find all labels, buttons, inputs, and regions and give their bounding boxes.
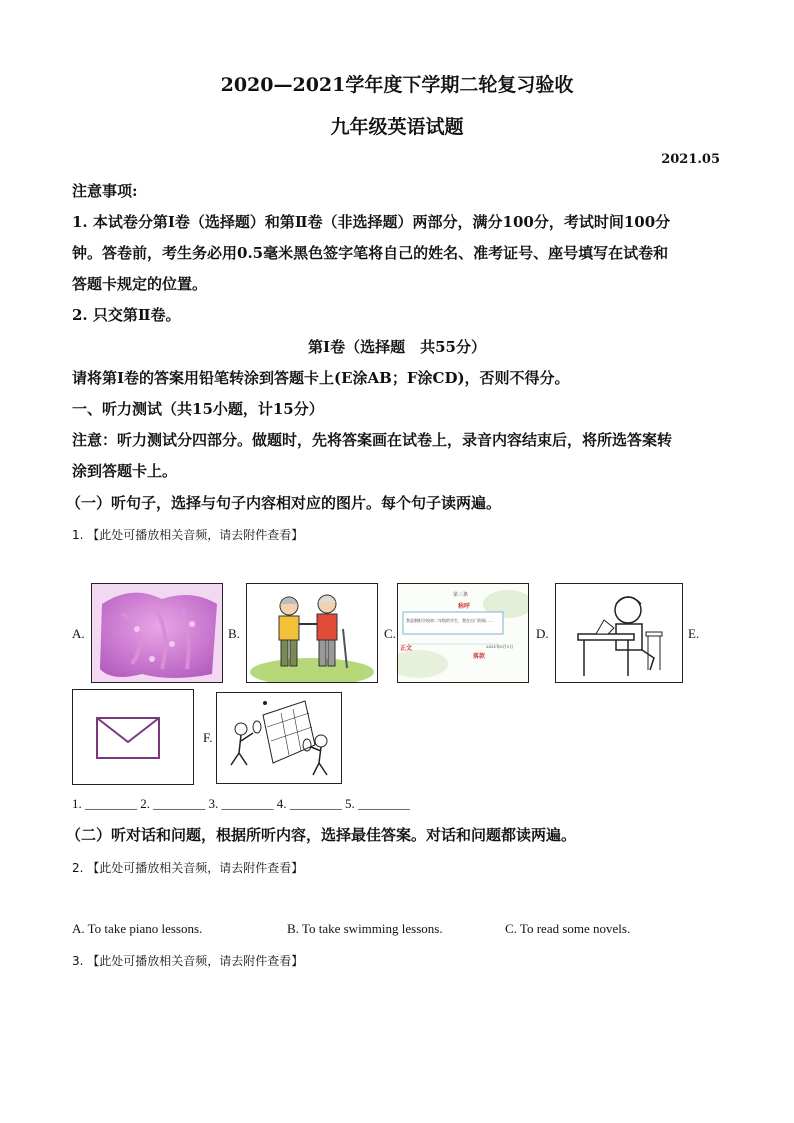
option-e-label: E. [688,626,700,641]
listening-note-a: 注意：听力测试分四部分。做题时，先将答案画在试卷上，录音内容结束后，将所选答案转 [72,431,673,449]
option-f-label: F. [203,730,213,745]
notice-line-1a: 1. 本试卷分第Ⅰ卷（选择题）和第Ⅱ卷（非选择题）两部分，满分100分，考试时间100分 [72,213,671,231]
c-sign: 落款 [473,653,486,660]
part1-heading: 第Ⅰ卷（选择题 共55分） [308,338,486,356]
q2-option-a[interactable]: A. To take piano lessons. [72,921,203,936]
letter-format-image [397,583,529,683]
option-d-label: D. [536,626,549,641]
notice-line-2: 2. 只交第Ⅱ卷。 [72,306,181,324]
answer-blanks[interactable]: 1. ________ 2. ________ 3. ________ 4. ________ 5. ________ [72,796,410,811]
option-b-label: B. [228,626,240,641]
part1-instruction: 请将第Ⅰ卷的答案用铅笔转涂到答题卡上(E涂AB；F涂CD)，否则不得分。 [72,369,570,387]
envelope-image [72,689,194,785]
sub-section-2: （二）听对话和问题，根据所听内容，选择最佳答案。对话和问题都读两遍。 [66,826,577,844]
c-greeting: 称呼 [458,603,471,610]
notice-heading: 注意事项: [72,182,138,200]
badminton-players-image [216,692,342,784]
elderly-couple-image [246,583,378,683]
exam-title: 2020—2021学年度下学期二轮复习验收 [220,74,574,96]
notice-line-1c: 答题卡规定的位置。 [72,275,208,293]
c-date: 2021年5月1日 [486,644,514,649]
q2-option-c[interactable]: C. To read some novels. [505,921,631,936]
exam-subtitle: 九年级英语试题 [330,116,464,138]
question-2-audio[interactable]: 2. 【此处可播放相关音频，请去附件查看】 [72,861,304,875]
q2-option-b[interactable]: B. To take swimming lessons. [287,921,443,936]
option-a-label: A. [72,626,85,641]
c-body: 我是朝阳学校初二年级的学生，我在出门时候…… [406,618,494,623]
question-3-audio[interactable]: 3. 【此处可播放相关音频，请去附件查看】 [72,954,304,968]
sub-section-1: （一）听句子，选择与句子内容相对应的图片。每个句子读两遍。 [66,494,502,512]
notice-line-1b: 钟。答卷前，考生务必用0.5毫米黑色签字笔将自己的姓名、准考证号、座号填写在试卷和 [72,244,669,262]
question-1-audio[interactable]: 1. 【此处可播放相关音频，请去附件查看】 [72,528,304,542]
scarf-image [91,583,223,683]
boy-studying-image [555,583,683,683]
listening-note-b: 涂到答题卡上。 [72,462,178,480]
c-title: 第三条 [453,592,469,598]
c-content: 正文 [400,645,413,652]
section1-heading: 一、听力测试（共15小题，计15分） [72,400,324,418]
exam-date: 2021.05 [661,152,720,167]
option-c-label: C. [384,626,396,641]
